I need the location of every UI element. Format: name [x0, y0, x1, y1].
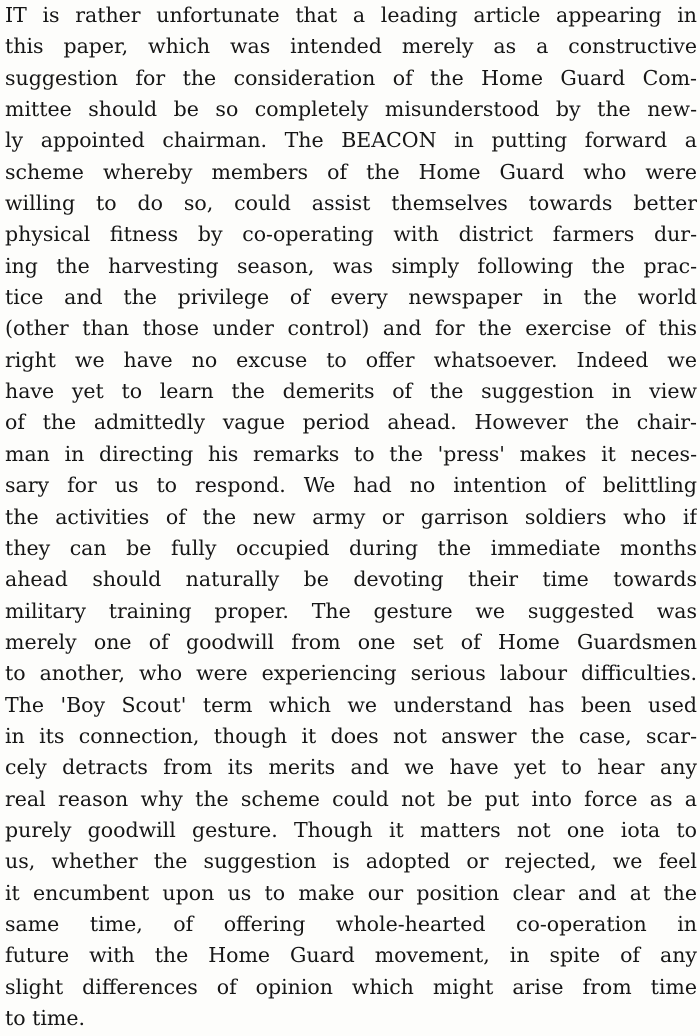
- article-line: real reason why the scheme could not be put into force as a: [5, 786, 697, 811]
- article-line: the activities of the new army or garrison soldiers who if: [5, 504, 697, 529]
- article-line: sary for us to respond. We had no intention of belittling: [5, 473, 697, 498]
- article-line: have yet to learn the demerits of the suggestion in view: [5, 379, 697, 404]
- article-line: of the admittedly vague period ahead. However the chair-: [5, 410, 697, 435]
- article-line: IT is rather unfortunate that a leading article appearing in: [5, 3, 697, 27]
- article-line: purely goodwill gesture. Though it matters not one iota to: [5, 817, 697, 842]
- article-line: physical fitness by co-operating with district farmers dur-: [5, 222, 697, 247]
- article-line: suggestion for the consideration of the Home Guard Com-: [5, 65, 697, 90]
- article-line: ly appointed chairman. The BEACON in putting forward a: [5, 128, 697, 153]
- article-line: to time.: [5, 1006, 85, 1030]
- article-line: us, whether the suggestion is adopted or rejected, we feel: [5, 849, 697, 874]
- article-line: The 'Boy Scout' term which we understand has been used: [5, 692, 697, 717]
- article-line: (other than those under control) and for the exercise of this: [5, 316, 697, 341]
- article-line: this paper, which was intended merely as a constructive: [5, 34, 697, 59]
- article-line: same time, of offering whole-hearted co-operation in: [5, 911, 697, 936]
- article-line: it encumbent upon us to make our position clear and at the: [5, 880, 697, 905]
- article-line: to another, who were experiencing serious labour difficulties.: [5, 661, 697, 686]
- article-line: scheme whereby members of the Home Guard who were: [5, 159, 697, 184]
- article-line: willing to do so, could assist themselves towards better: [5, 191, 697, 216]
- article-line: ing the harvesting season, was simply following the prac-: [5, 253, 697, 278]
- article-line: future with the Home Guard movement, in spite of any: [5, 943, 697, 968]
- article-line: man in directing his remarks to the 'press' makes it neces-: [5, 441, 697, 466]
- article-line: tice and the privilege of every newspaper in the world: [5, 285, 697, 310]
- article-body: [5, 0, 697, 1034]
- article-line: merely one of goodwill from one set of Home Guardsmen: [5, 629, 697, 654]
- article-line: ahead should naturally be devoting their time towards: [5, 567, 697, 592]
- article-line: cely detracts from its merits and we have yet to hear any: [5, 755, 697, 780]
- article-line: military training proper. The gesture we suggested was: [5, 598, 697, 623]
- article-line: in its connection, though it does not answer the case, scar-: [5, 723, 697, 748]
- article-line: right we have no excuse to offer whatsoever. Indeed we: [5, 347, 697, 372]
- article-line: slight differences of opinion which might arise from time: [5, 974, 697, 999]
- article-line: they can be fully occupied during the immediate months: [5, 535, 697, 560]
- article-line: mittee should be so completely misunderstood by the new-: [5, 97, 697, 122]
